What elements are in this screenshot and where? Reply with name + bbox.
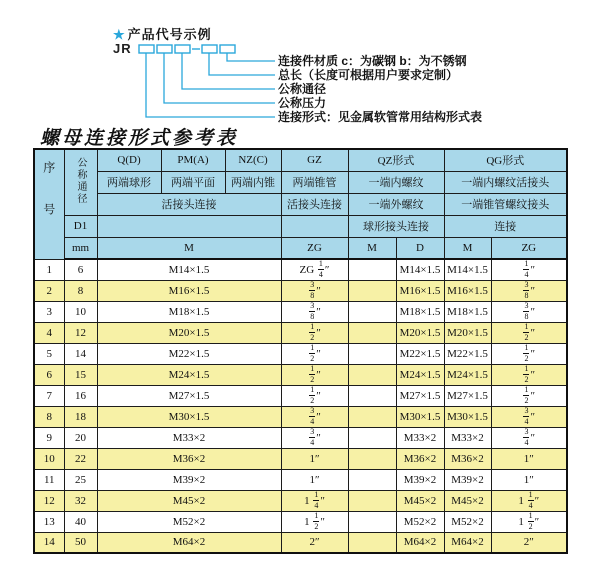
- table-row: [34, 469, 567, 490]
- header-gz-sub: 两端锥管: [281, 171, 348, 193]
- header-d1: D1: [64, 215, 97, 237]
- cell-gz: $\frac{1}{2}$ ″: [281, 385, 348, 406]
- cell-dn: 10: [64, 301, 97, 322]
- fraction: $\frac{3}{8}$: [310, 280, 315, 300]
- cell-no: 9: [34, 427, 64, 448]
- fraction: $\frac{1}{2}$: [524, 385, 529, 405]
- cell-no: 12: [34, 490, 64, 511]
- cell-m: M64×2: [97, 532, 281, 553]
- fraction: $\frac{3}{4}$: [310, 406, 315, 426]
- table-head: [34, 149, 567, 259]
- fraction: $\frac{1}{4}$: [314, 490, 319, 510]
- cell-gz: $\frac{1}{2}$ ″: [281, 343, 348, 364]
- cell-m: M22×1.5: [97, 343, 281, 364]
- cell-qz_d: M27×1.5: [396, 385, 444, 406]
- header-gz: GZ: [281, 149, 348, 171]
- cell-dn: 32: [64, 490, 97, 511]
- callout-label-connection: 连接形式：见金属软管常用结构形式表: [278, 110, 483, 124]
- cell-qz_d: M20×1.5: [396, 322, 444, 343]
- cell-gz: $\frac{1}{2}$ ″: [281, 364, 348, 385]
- table-row: [34, 322, 567, 343]
- header-qg-conn: 连接: [444, 215, 567, 237]
- fraction: $\frac{3}{8}$: [524, 280, 529, 300]
- cell-m: M14×1.5: [97, 259, 281, 280]
- table-row: [34, 301, 567, 322]
- cell-dn: 6: [64, 259, 97, 280]
- header-seq-text: 序号: [41, 160, 56, 245]
- header-mm: mm: [64, 237, 97, 259]
- cell-qz_m: [348, 385, 396, 406]
- callout-label-length: 总长（长度可根据用户要求定制）: [278, 68, 459, 82]
- cell-qg_zg: 1″: [491, 448, 567, 469]
- cell-qg_zg: $\frac{1}{2}$ ″: [491, 364, 567, 385]
- header-q: Q(D): [97, 149, 161, 171]
- cell-qg_m: M27×1.5: [444, 385, 491, 406]
- cell-qz_d: M39×2: [396, 469, 444, 490]
- cell-m: M45×2: [97, 490, 281, 511]
- cell-no: 5: [34, 343, 64, 364]
- fraction: $\frac{1}{4}$: [524, 259, 529, 280]
- header-m-merged: M: [97, 237, 281, 259]
- cell-no: 8: [34, 406, 64, 427]
- cell-m: M52×2: [97, 511, 281, 532]
- fraction: $\frac{1}{2}$: [310, 343, 315, 363]
- header-qz-conn: 球形接头连接: [348, 215, 444, 237]
- cell-qg_zg: $\frac{3}{4}$ ″: [491, 406, 567, 427]
- cell-qz_m: [348, 301, 396, 322]
- cell-m: M36×2: [97, 448, 281, 469]
- cell-qg_zg: $\frac{1}{4}$ ″: [491, 259, 567, 280]
- table-row: [34, 280, 567, 301]
- diagram-heading-text: 产品代号示例: [127, 27, 212, 42]
- table-row: [34, 259, 567, 280]
- header-m-qz: M: [348, 237, 396, 259]
- table-row: [34, 385, 567, 406]
- header-nz: NZ(C): [225, 149, 281, 171]
- cell-dn: 15: [64, 364, 97, 385]
- cell-dn: 12: [64, 322, 97, 343]
- header-qg-sub2: 一端锥管螺纹接头: [444, 193, 567, 215]
- cell-qz_m: [348, 469, 396, 490]
- cell-qg_m: M18×1.5: [444, 301, 491, 322]
- cell-m: M30×1.5: [97, 406, 281, 427]
- fraction: $\frac{1}{2}$: [524, 322, 529, 342]
- cell-no: 14: [34, 532, 64, 553]
- cell-qz_d: M52×2: [396, 511, 444, 532]
- header-qz-sub1: 一端内螺纹: [348, 171, 444, 193]
- cell-qg_m: M24×1.5: [444, 364, 491, 385]
- cell-gz: 1 $\frac{1}{2}$ ″: [281, 511, 348, 532]
- cell-no: 11: [34, 469, 64, 490]
- cell-qg_m: M22×1.5: [444, 343, 491, 364]
- header-empty-1: [97, 215, 281, 237]
- table-row: [34, 490, 567, 511]
- header-dn: [64, 149, 97, 215]
- cell-dn: 25: [64, 469, 97, 490]
- cell-qz_m: [348, 364, 396, 385]
- cell-qg_zg: $\frac{3}{8}$ ″: [491, 301, 567, 322]
- header-qz-sub2: 一端外螺纹: [348, 193, 444, 215]
- header-union-conn: 活接头连接: [97, 193, 281, 215]
- product-code-prefix: JR: [113, 41, 132, 56]
- fraction: $\frac{1}{2}$: [524, 343, 529, 363]
- star-icon: ★: [113, 27, 126, 42]
- fraction: $\frac{1}{2}$: [310, 364, 315, 384]
- header-pm-sub: 两端平面: [161, 171, 225, 193]
- cell-dn: 14: [64, 343, 97, 364]
- cell-qz_d: M45×2: [396, 490, 444, 511]
- header-qz: QZ形式: [348, 149, 444, 171]
- callout-label-pressure: 公称压力: [278, 96, 327, 110]
- cell-gz: 2″: [281, 532, 348, 553]
- cell-qg_m: M52×2: [444, 511, 491, 532]
- fraction: $\frac{3}{8}$: [524, 301, 529, 321]
- cell-no: 1: [34, 259, 64, 280]
- fraction: $\frac{3}{4}$: [310, 427, 315, 447]
- cell-gz: $\frac{3}{8}$ ″: [281, 280, 348, 301]
- cell-qg_zg: $\frac{3}{8}$ ″: [491, 280, 567, 301]
- cell-gz: 1″: [281, 448, 348, 469]
- cell-dn: 8: [64, 280, 97, 301]
- cell-gz: 1″: [281, 469, 348, 490]
- cell-no: 7: [34, 385, 64, 406]
- fraction: $\frac{3}{8}$: [310, 301, 315, 321]
- header-nz-sub: 两端内锥: [225, 171, 281, 193]
- cell-dn: 20: [64, 427, 97, 448]
- header-d-qz: D: [396, 237, 444, 259]
- reference-table-wrapper: [33, 148, 568, 554]
- cell-qg_m: M33×2: [444, 427, 491, 448]
- cell-qz_m: [348, 343, 396, 364]
- fraction: $\frac{1}{2}$: [310, 322, 315, 342]
- table-title: 螺母连接形式参考表: [40, 128, 239, 149]
- cell-qz_m: [348, 448, 396, 469]
- cell-qg_m: M30×1.5: [444, 406, 491, 427]
- cell-qz_m: [348, 259, 396, 280]
- fraction: $\frac{3}{4}$: [524, 406, 529, 426]
- cell-m: M16×1.5: [97, 280, 281, 301]
- fraction: $\frac{1}{2}$: [524, 364, 529, 384]
- cell-qg_m: M45×2: [444, 490, 491, 511]
- cell-qz_d: M64×2: [396, 532, 444, 553]
- cell-dn: 22: [64, 448, 97, 469]
- table-body: [34, 259, 567, 553]
- cell-qg_m: M64×2: [444, 532, 491, 553]
- fraction: $\frac{1}{2}$: [310, 385, 315, 405]
- cell-no: 3: [34, 301, 64, 322]
- cell-qg_zg: $\frac{1}{2}$ ″: [491, 322, 567, 343]
- header-dn-text: 公称通径: [75, 156, 86, 205]
- cell-no: 6: [34, 364, 64, 385]
- cell-gz: $\frac{3}{4}$ ″: [281, 406, 348, 427]
- header-empty-2: [281, 215, 348, 237]
- callout-label-diameter: 公称通径: [278, 82, 327, 96]
- header-pm: PM(A): [161, 149, 225, 171]
- cell-m: M33×2: [97, 427, 281, 448]
- cell-gz: ZG $\frac{1}{4}$ ″: [281, 259, 348, 280]
- cell-qz_d: M24×1.5: [396, 364, 444, 385]
- cell-qz_d: M33×2: [396, 427, 444, 448]
- header-seq: [34, 149, 64, 259]
- code-boxes: [139, 45, 235, 53]
- cell-qz_d: M30×1.5: [396, 406, 444, 427]
- cell-gz: 1 $\frac{1}{4}$ ″: [281, 490, 348, 511]
- cell-dn: 18: [64, 406, 97, 427]
- cell-qg_zg: 2″: [491, 532, 567, 553]
- cell-qz_d: M22×1.5: [396, 343, 444, 364]
- fraction: $\frac{1}{4}$: [528, 490, 533, 510]
- cell-m: M27×1.5: [97, 385, 281, 406]
- cell-gz: $\frac{3}{4}$ ″: [281, 427, 348, 448]
- cell-qz_m: [348, 280, 396, 301]
- cell-no: 13: [34, 511, 64, 532]
- cell-m: M24×1.5: [97, 364, 281, 385]
- table-row: [34, 448, 567, 469]
- cell-qz_m: [348, 532, 396, 553]
- fraction: $\frac{1}{4}$: [318, 259, 323, 280]
- cell-qg_zg: 1 $\frac{1}{4}$ ″: [491, 490, 567, 511]
- cell-qg_m: M20×1.5: [444, 322, 491, 343]
- table-row: [34, 427, 567, 448]
- cell-no: 2: [34, 280, 64, 301]
- cell-qg_m: M39×2: [444, 469, 491, 490]
- cell-qz_m: [348, 406, 396, 427]
- cell-qg_zg: $\frac{1}{2}$ ″: [491, 385, 567, 406]
- cell-qg_zg: 1 $\frac{1}{2}$ ″: [491, 511, 567, 532]
- cell-m: M18×1.5: [97, 301, 281, 322]
- nut-connection-reference-table: [33, 148, 568, 554]
- cell-no: 4: [34, 322, 64, 343]
- cell-qz_d: M18×1.5: [396, 301, 444, 322]
- table-row: [34, 532, 567, 553]
- cell-dn: 50: [64, 532, 97, 553]
- cell-qz_d: M16×1.5: [396, 280, 444, 301]
- cell-qg_m: M16×1.5: [444, 280, 491, 301]
- cell-qz_m: [348, 511, 396, 532]
- callout-label-material: 连接件材质 c：为碳钢 b：为不锈钢: [278, 54, 467, 68]
- cell-qz_d: M36×2: [396, 448, 444, 469]
- cell-qz_d: M14×1.5: [396, 259, 444, 280]
- table-row: [34, 406, 567, 427]
- cell-qz_m: [348, 427, 396, 448]
- table-row: [34, 511, 567, 532]
- header-qg-sub1: 一端内螺纹活接头: [444, 171, 567, 193]
- cell-gz: $\frac{3}{8}$ ″: [281, 301, 348, 322]
- cell-qz_m: [348, 322, 396, 343]
- cell-m: M39×2: [97, 469, 281, 490]
- header-q-sub: 两端球形: [97, 171, 161, 193]
- cell-dn: 16: [64, 385, 97, 406]
- cell-qg_zg: 1″: [491, 469, 567, 490]
- cell-gz: $\frac{1}{2}$ ″: [281, 322, 348, 343]
- cell-dn: 40: [64, 511, 97, 532]
- header-zg-gz: ZG: [281, 237, 348, 259]
- cell-qg_m: M14×1.5: [444, 259, 491, 280]
- fraction: $\frac{3}{4}$: [524, 427, 529, 447]
- cell-no: 10: [34, 448, 64, 469]
- cell-m: M20×1.5: [97, 322, 281, 343]
- header-m-qg: M: [444, 237, 491, 259]
- cell-qg_m: M36×2: [444, 448, 491, 469]
- callout-lines: [146, 53, 275, 117]
- fraction: $\frac{1}{2}$: [528, 511, 533, 531]
- table-row: [34, 343, 567, 364]
- header-qg: QG形式: [444, 149, 567, 171]
- header-zg-qg: ZG: [491, 237, 567, 259]
- fraction: $\frac{1}{2}$: [314, 511, 319, 531]
- cell-qz_m: [348, 490, 396, 511]
- header-gz-conn: 活接头连接: [281, 193, 348, 215]
- cell-qg_zg: $\frac{1}{2}$ ″: [491, 343, 567, 364]
- cell-qg_zg: $\frac{3}{4}$ ″: [491, 427, 567, 448]
- table-row: [34, 364, 567, 385]
